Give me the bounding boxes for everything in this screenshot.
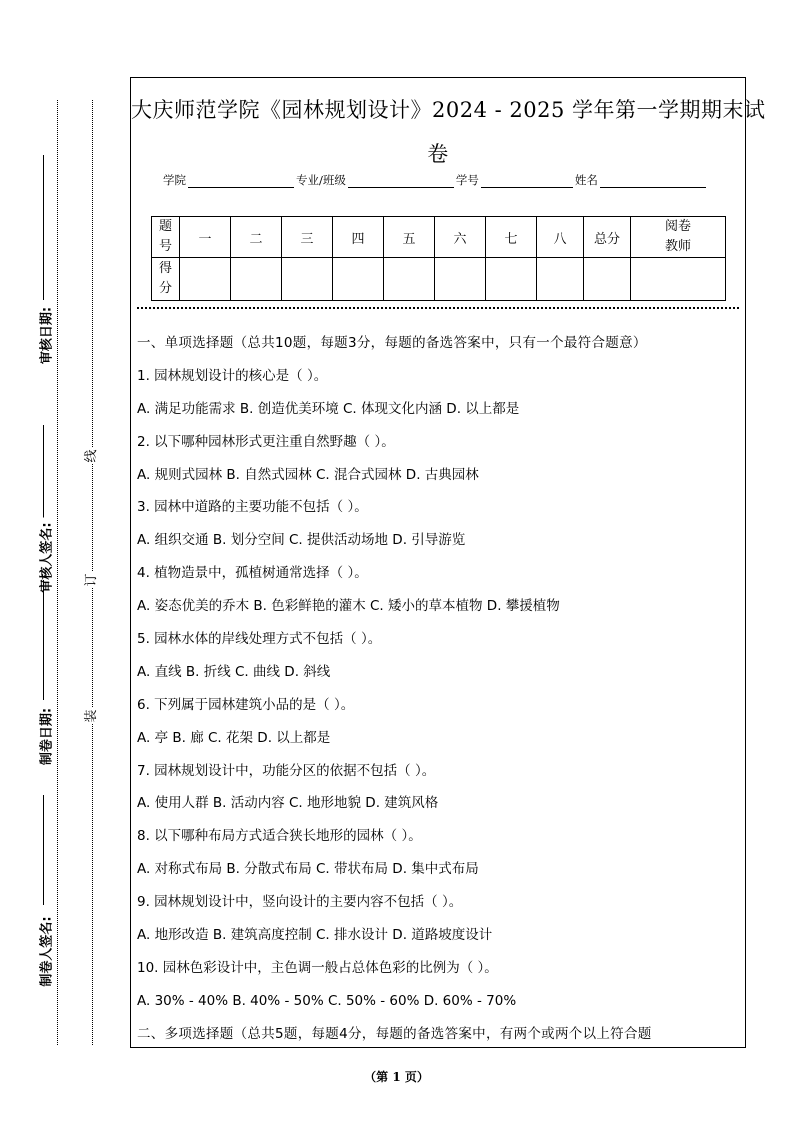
question-2-options: A. 规则式园林 B. 自然式园林 C. 混合式园林 D. 古典园林 <box>137 466 479 483</box>
question-8-options: A. 对称式布局 B. 分散式布局 C. 带状布局 D. 集中式布局 <box>137 861 479 878</box>
score-cell-6[interactable] <box>435 258 486 301</box>
score-table-header-row <box>152 217 726 258</box>
question-1: 1. 园林规划设计的核心是（ ）。 <box>137 367 328 384</box>
score-label: 得 分 <box>152 258 180 301</box>
college-field[interactable] <box>188 175 294 188</box>
name-label: 姓名 <box>574 173 598 187</box>
college-label: 学院 <box>163 173 186 187</box>
col-1: 一 <box>180 217 231 258</box>
grader-label: 阅卷 教师 <box>631 217 726 258</box>
section-heading-multiple-choice: 二、多项选择题（总共5题，每题4分，每题的备选答案中，有两个或两个以上符合题 <box>137 1025 652 1042</box>
page-footer: （第 1 页） <box>364 1070 429 1084</box>
title-line-1: 大庆师范学院《园林规划设计》2024 - 2025 学年第一学期期末试 <box>131 98 766 122</box>
score-cell-1[interactable] <box>180 258 231 301</box>
question-6-options: A. 亭 B. 廊 C. 花架 D. 以上都是 <box>137 729 331 746</box>
question-2: 2. 以下哪种园林形式更注重自然野趣（ ）。 <box>137 433 395 450</box>
col-8: 八 <box>537 217 584 258</box>
question-7: 7. 园林规划设计中，功能分区的依据不包括（ ）。 <box>137 762 436 779</box>
col-6: 六 <box>435 217 486 258</box>
signature-line-reviewer <box>43 425 44 520</box>
col-total: 总分 <box>584 217 631 258</box>
question-8: 8. 以下哪种布局方式适合狭长地形的园林（ ）。 <box>137 828 422 845</box>
question-7-options: A. 使用人群 B. 活动内容 C. 地形地貌 D. 建筑风格 <box>137 795 439 812</box>
question-1-options: A. 满足功能需求 B. 创造优美环境 C. 体现文化内涵 D. 以上都是 <box>137 400 520 417</box>
student-id-label: 学号 <box>455 173 479 187</box>
signature-line-review-date <box>43 155 44 300</box>
questions-body <box>137 333 743 1057</box>
signature-line-paper-date <box>43 580 44 700</box>
question-9: 9. 园林规划设计中，竖向设计的主要内容不包括（ ）。 <box>137 894 463 911</box>
score-table-score-row <box>152 258 726 301</box>
score-cell-3[interactable] <box>282 258 333 301</box>
question-10-options: A. 30% - 40% B. 40% - 50% C. 50% - 60% D. 60% - 70% <box>137 992 517 1009</box>
student-info-row <box>163 172 708 188</box>
question-10: 10. 园林色彩设计中，主色调一般占总体色彩的比例为（ ）。 <box>137 959 498 976</box>
section-heading-single-choice: 一、单项选择题（总共10题，每题3分，每题的备选答案中，只有一个最符合题意） <box>137 335 647 351</box>
score-cell-8[interactable] <box>537 258 584 301</box>
reviewer-signature-label: 审核人签名: <box>36 518 55 598</box>
col-2: 二 <box>231 217 282 258</box>
score-cell-total[interactable] <box>584 258 631 301</box>
question-5-options: A. 直线 B. 折线 C. 曲线 D. 斜线 <box>137 663 331 680</box>
question-5: 5. 园林水体的岸线处理方式不包括（ ）。 <box>137 631 382 648</box>
question-6: 6. 下列属于园林建筑小品的是（ ）。 <box>137 696 355 713</box>
grader-cell[interactable] <box>631 258 726 301</box>
dotted-separator <box>137 307 739 309</box>
major-class-field[interactable] <box>348 175 454 188</box>
paper-maker-signature-label: 制卷人签名: <box>36 912 55 992</box>
paper-date-label: 制卷日期: <box>36 705 55 769</box>
col-7: 七 <box>486 217 537 258</box>
col-5: 五 <box>384 217 435 258</box>
exam-title <box>131 88 766 176</box>
student-id-field[interactable] <box>481 175 573 188</box>
bind-char-line: 线 <box>84 449 99 463</box>
review-date-label: 审核日期: <box>36 304 55 368</box>
question-3: 3. 园林中道路的主要功能不包括（ ）。 <box>137 499 368 516</box>
col-3: 三 <box>282 217 333 258</box>
score-cell-7[interactable] <box>486 258 537 301</box>
question-9-options: A. 地形改造 B. 建筑高度控制 C. 排水设计 D. 道路坡度设计 <box>137 927 493 944</box>
binding-line-outer <box>57 100 58 1045</box>
exam-frame <box>130 77 766 1048</box>
question-number-label: 题 号 <box>152 217 180 258</box>
title-line-2: 卷 <box>427 142 449 166</box>
signature-line-paper-maker <box>43 795 44 905</box>
question-3-options: A. 组织交通 B. 划分空间 C. 提供活动场地 D. 引导游览 <box>137 532 466 549</box>
bind-char-staple: 订 <box>84 573 99 587</box>
score-cell-5[interactable] <box>384 258 435 301</box>
score-cell-4[interactable] <box>333 258 384 301</box>
bind-char-bind: 装 <box>84 709 99 723</box>
major-class-label: 专业/班级 <box>296 173 346 187</box>
question-4-options: A. 姿态优美的乔木 B. 色彩鲜艳的灌木 C. 矮小的草本植物 D. 攀援植物 <box>137 598 560 615</box>
question-4: 4. 植物造景中，孤植树通常选择（ ）。 <box>137 565 368 582</box>
score-table <box>151 216 726 301</box>
score-cell-2[interactable] <box>231 258 282 301</box>
name-field[interactable] <box>600 175 706 188</box>
col-4: 四 <box>333 217 384 258</box>
